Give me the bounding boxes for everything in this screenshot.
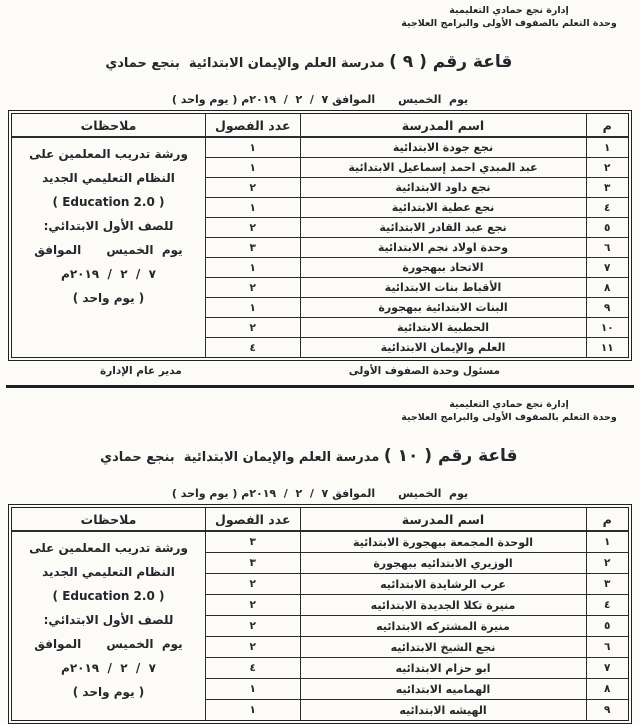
page-title (0, 427, 640, 485)
class-count-cell: ١ (206, 137, 300, 158)
class-count-cell: ٢ (206, 616, 300, 637)
date-line: يوم الخميس الموافق ٧ / ٢ / ٢٠١٩م ( يوم واحد ) (171, 487, 469, 500)
table-row (206, 531, 628, 553)
notes-column (12, 508, 206, 720)
notes-line: ( Education 2.0 ) (52, 195, 165, 209)
school-name-cell: الهيشه الابتدائيه (300, 700, 586, 721)
notes-line: للصف الأول الابتدائي: (43, 219, 174, 233)
notes-line: ( يوم واحد ) (72, 685, 145, 699)
row-number-cell: ٢ (586, 553, 628, 574)
class-count-cell: ١ (206, 158, 300, 178)
notes-line: النظام التعليمي الجديد (42, 565, 175, 579)
signature-row (0, 361, 640, 377)
table-main-columns (206, 508, 628, 720)
column-header-notes: ملاحظات (12, 508, 205, 532)
table-main-columns (206, 114, 628, 357)
class-count-cell: ١ (206, 700, 300, 721)
table-row (206, 238, 628, 258)
room-number-title: قاعة رقم ( ١٠ ) (383, 446, 518, 466)
school-name-cell: البنات الابتدائية ببهجورة (300, 298, 586, 318)
school-name-cell: الحطبية الابتدائية (300, 318, 586, 338)
table-header-row (206, 114, 628, 137)
table-row (206, 700, 628, 721)
row-number-cell: ٧ (586, 658, 628, 679)
class-count-cell: ٣ (206, 553, 300, 574)
notes-cell (12, 532, 205, 720)
table-row (206, 574, 628, 595)
class-count-cell: ٢ (206, 637, 300, 658)
class-count-cell: ١ (206, 298, 300, 318)
table-row (206, 298, 628, 318)
row-number-cell: ١١ (586, 338, 628, 358)
school-name-cell: نجع داود الابتدائية (300, 178, 586, 198)
row-number-cell: ١ (586, 531, 628, 553)
class-count-cell: ٢ (206, 574, 300, 595)
row-number-cell: ١ (586, 137, 628, 158)
agency-line-2: وحدة التعلم بالصفوف الأولى والبرامج العلاجية (401, 411, 617, 423)
row-number-cell: ٤ (586, 595, 628, 616)
school-name-cell: نجع عبد القادر الابتدائية (300, 218, 586, 238)
class-count-cell: ٢ (206, 218, 300, 238)
school-name-cell: وحدة اولاد نجم الابتدائية (300, 238, 586, 258)
notes-line: ( Education 2.0 ) (52, 589, 165, 603)
row-number-cell: ٧ (586, 258, 628, 278)
school-name-cell: الاتحاد ببهجورة (300, 258, 586, 278)
school-name-cell: منيرة المشتركه الابتدائيه (300, 616, 586, 637)
class-count-cell: ٢ (206, 595, 300, 616)
notes-column (12, 114, 206, 357)
column-header-classes: عدد الفصول (206, 114, 300, 137)
row-number-cell: ٦ (586, 238, 628, 258)
table-row (206, 616, 628, 637)
table-row (206, 658, 628, 679)
row-number-cell: ٨ (586, 679, 628, 700)
row-number-cell: ٣ (586, 178, 628, 198)
table-row (206, 278, 628, 298)
school-name-title: مدرسة العلم والإيمان الابتدائية بنجع حمادي (100, 450, 384, 465)
page-title (0, 33, 640, 91)
agency-line-1: إدارة نجع حمادي التعليمية (449, 5, 569, 16)
class-count-cell: ١ (206, 258, 300, 278)
agency-line-1: إدارة نجع حمادي التعليمية (449, 399, 569, 410)
school-name-title: مدرسة العلم والإيمان الابتدائية بنجع حمادي (105, 56, 390, 71)
school-name-cell: الوحدة المجمعة ببهجورة الابتدائية (300, 531, 586, 553)
notes-line: ورشة تدريب المعلمين على (29, 541, 188, 555)
row-number-cell: ٤ (586, 198, 628, 218)
class-count-cell: ٢ (206, 318, 300, 338)
notes-line: النظام التعليمي الجديد (42, 171, 175, 185)
school-name-cell: نجع جودة الابتدائية (300, 137, 586, 158)
notes-line: يوم الخميس الموافق (34, 243, 183, 257)
table-body (206, 137, 628, 357)
school-name-cell: ابو حزام الابتدائيه (300, 658, 586, 679)
notes-line: ٧ / ٢ / ٢٠١٩م (61, 661, 156, 675)
column-header-number: م (586, 114, 628, 137)
agency-header (384, 5, 634, 30)
school-name-cell: نجع عطية الابتدائية (300, 198, 586, 218)
row-number-cell: ٨ (586, 278, 628, 298)
agency-header (384, 399, 634, 424)
table-row (206, 553, 628, 574)
table-row (206, 137, 628, 158)
room-number-title: قاعة رقم ( ٩ ) (389, 52, 513, 72)
class-count-cell: ٣ (206, 531, 300, 553)
school-name-cell: الأقباط بنات الابتدائية (300, 278, 586, 298)
class-count-cell: ٣ (206, 238, 300, 258)
schools-table-hall-10 (8, 504, 632, 724)
column-header-school: اسم المدرسة (300, 508, 586, 531)
column-header-number: م (586, 508, 628, 531)
notes-line: ورشة تدريب المعلمين على (29, 147, 188, 161)
row-number-cell: ٢ (586, 158, 628, 178)
school-name-cell: نجع الشيخ الابتدائيه (300, 637, 586, 658)
class-count-cell: ٤ (206, 658, 300, 679)
signature-general-director: مدير عام الإدارة (100, 365, 182, 377)
class-count-cell: ٤ (206, 338, 300, 358)
class-count-cell: ٢ (206, 178, 300, 198)
table-header-row (206, 508, 628, 531)
class-count-cell: ١ (206, 198, 300, 218)
document-hall-10 (0, 394, 640, 724)
notes-line: ٧ / ٢ / ٢٠١٩م (61, 267, 156, 281)
notes-line: يوم الخميس الموافق (34, 637, 183, 651)
row-number-cell: ٦ (586, 637, 628, 658)
table-row (206, 338, 628, 358)
agency-line-2: وحدة التعلم بالصفوف الأولى والبرامج العلاجية (401, 17, 617, 29)
school-name-cell: العلم والإيمان الابتدائية (300, 338, 586, 358)
table-row (206, 158, 628, 178)
table-body (206, 531, 628, 720)
school-name-cell: الهماميه الابتدائيه (300, 679, 586, 700)
notes-line: للصف الأول الابتدائي: (43, 613, 174, 627)
section-divider (6, 385, 634, 388)
row-number-cell: ٩ (586, 298, 628, 318)
table-row (206, 198, 628, 218)
class-count-cell: ٢ (206, 278, 300, 298)
row-number-cell: ٣ (586, 574, 628, 595)
school-name-cell: الوزيري الابتدائيه ببهجورة (300, 553, 586, 574)
school-name-cell: عبد المبدي احمد إسماعيل الابتدائية (300, 158, 586, 178)
column-header-school: اسم المدرسة (300, 114, 586, 137)
table-row (206, 318, 628, 338)
school-name-cell: منيرة تكلا الجديدة الابتدائيه (300, 595, 586, 616)
column-header-classes: عدد الفصول (206, 508, 300, 531)
column-header-notes: ملاحظات (12, 114, 205, 138)
school-name-cell: عرب الرشايدة الابتدائيه (300, 574, 586, 595)
date-line: يوم الخميس الموافق ٧ / ٢ / ٢٠١٩م ( يوم واحد ) (171, 93, 469, 106)
table-row (206, 178, 628, 198)
table-row (206, 218, 628, 238)
table-row (206, 679, 628, 700)
schools-table-hall-9 (8, 110, 632, 361)
signature-first-grades-supervisor: مسئول وحدة الصفوف الأولى (348, 365, 500, 377)
table-row (206, 258, 628, 278)
table-row (206, 595, 628, 616)
class-count-cell: ١ (206, 679, 300, 700)
row-number-cell: ٥ (586, 616, 628, 637)
notes-line: ( يوم واحد ) (72, 291, 145, 305)
notes-cell (12, 138, 205, 357)
row-number-cell: ٥ (586, 218, 628, 238)
row-number-cell: ٩ (586, 700, 628, 721)
row-number-cell: ١٠ (586, 318, 628, 338)
